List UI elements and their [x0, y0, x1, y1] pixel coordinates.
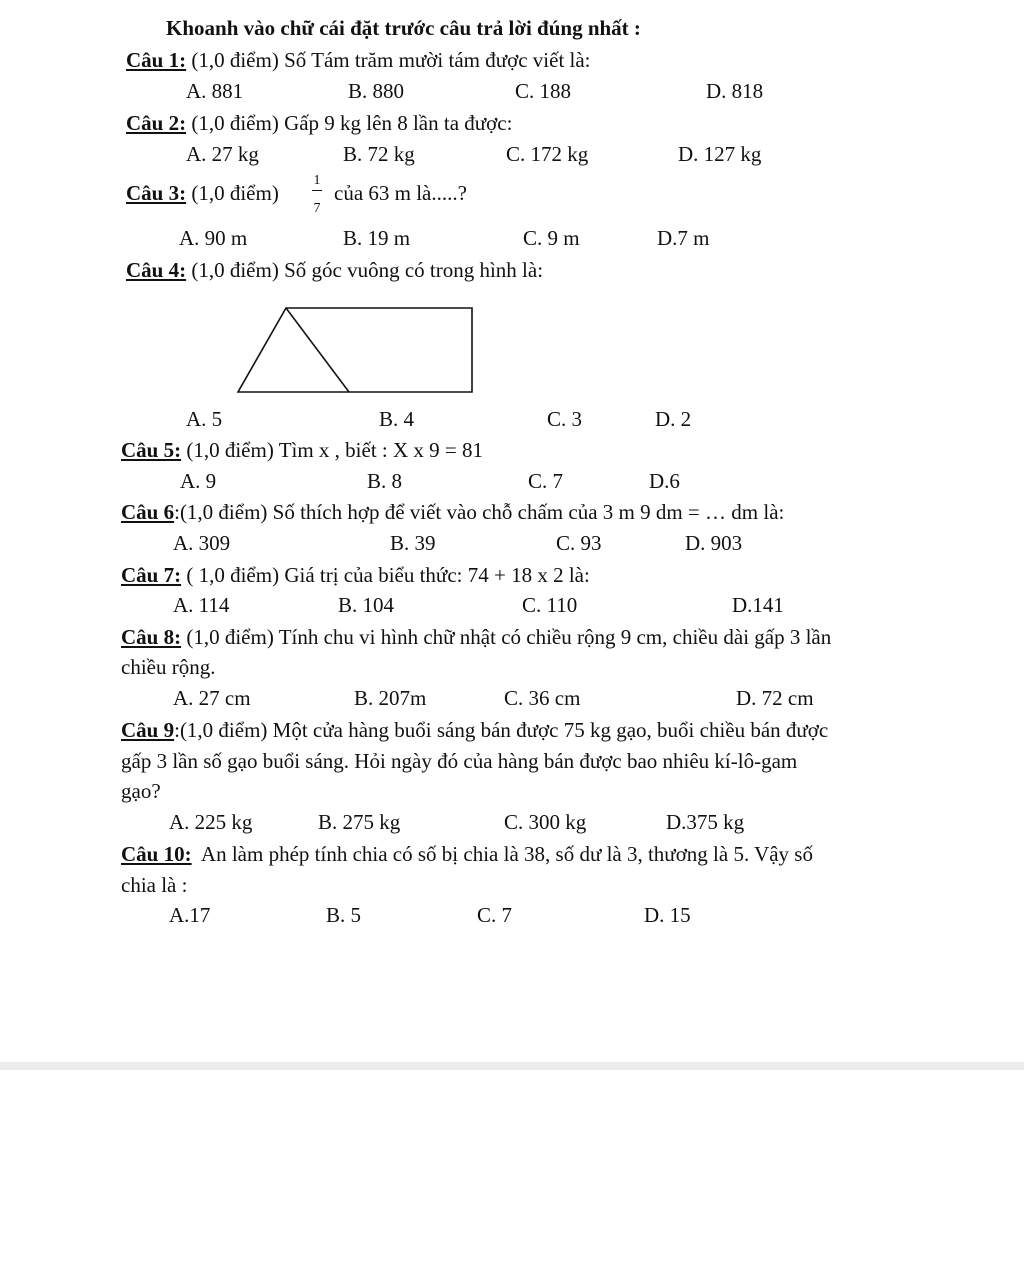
question-4 [126, 260, 543, 281]
option-a: A. 881 [186, 79, 244, 103]
option-b: B. 39 [390, 531, 436, 555]
question-8-continued: chiều rộng. [121, 655, 216, 679]
question-text: (1,0 điểm) Gấp 9 kg lên 8 lần ta được: [191, 111, 513, 135]
question-label: Câu 4: [126, 258, 187, 282]
option-c: C. 36 cm [504, 686, 581, 710]
option-b: B. 207m [354, 686, 427, 710]
option-d: D.375 kg [666, 810, 745, 834]
fraction-numerator: 1 [313, 173, 321, 188]
option-a: A. 27 cm [173, 686, 251, 710]
page-title: Khoanh vào chữ cái đặt trước câu trả lời đúng nhất : [166, 16, 641, 40]
question-6 [121, 502, 784, 523]
question-label: Câu 2: [126, 111, 187, 135]
option-c: C. 172 kg [506, 142, 589, 166]
option-d: D. 903 [685, 531, 743, 555]
question-text: An làm phép tính chia có số bị chia là 38, số dư là 3, thương là 5. Vậy số [191, 842, 813, 866]
question-10 [121, 844, 813, 865]
option-a: A. 114 [173, 593, 230, 617]
option-d: D. 15 [644, 903, 691, 927]
option-d: D. 127 kg [678, 142, 762, 166]
fraction-denominator: 7 [313, 201, 321, 216]
option-d: D. 72 cm [736, 686, 814, 710]
option-b: B. 104 [338, 593, 395, 617]
question-label: Câu 6 [121, 500, 175, 524]
question-text: :(1,0 điểm) Số thích hợp để viết vào chỗ chấm của 3 m 9 dm = … dm là: [174, 500, 785, 524]
question-label: Câu 10: [121, 842, 192, 866]
option-d: D.7 m [657, 226, 710, 250]
question-label: Câu 1: [126, 48, 187, 72]
question-7 [121, 565, 590, 586]
geometry-figure [236, 304, 478, 396]
option-a: A. 27 kg [186, 142, 259, 166]
diagonal-line [286, 308, 349, 392]
question-text: (1,0 điểm) Tìm x , biết : X x 9 = 81 [186, 438, 484, 462]
question-label: Câu 5: [121, 438, 182, 462]
question-text: (1,0 điểm) Số Tám trăm mười tám được viết là: [191, 48, 591, 72]
question-text: (1,0 điểm) Số góc vuông có trong hình là: [191, 258, 544, 282]
option-a: A.17 [169, 903, 211, 927]
option-c: C. 3 [547, 407, 583, 431]
option-c: C. 188 [515, 79, 572, 103]
option-b: B. 4 [379, 407, 415, 431]
quadrilateral-shape [238, 308, 472, 392]
question-5 [121, 440, 483, 461]
question-2 [126, 113, 512, 134]
question-label: Câu 7: [121, 563, 182, 587]
option-c: C. 110 [522, 593, 578, 617]
option-a: A. 5 [186, 407, 223, 431]
question-9-continued: gấp 3 lần số gạo buổi sáng. Hỏi ngày đó của hàng bán được bao nhiêu kí-lô-gam [121, 749, 798, 773]
option-b: B. 880 [348, 79, 405, 103]
option-a: A. 9 [180, 469, 217, 493]
question-text-after: của 63 m là.....? [334, 181, 467, 205]
option-d: D. 818 [706, 79, 764, 103]
option-d: D. 2 [655, 407, 692, 431]
question-text: :(1,0 điểm) Một cửa hàng buổi sáng bán được 75 kg gạo, buổi chiều bán được [174, 718, 829, 742]
fraction-bar [312, 190, 322, 191]
option-a: A. 225 kg [169, 810, 253, 834]
question-label: Câu 8: [121, 625, 182, 649]
option-b: B. 8 [367, 469, 403, 493]
option-d: D.6 [649, 469, 680, 493]
option-c: C. 93 [556, 531, 602, 555]
option-a: A. 309 [173, 531, 231, 555]
option-b: B. 275 kg [318, 810, 401, 834]
question-text: ( 1,0 điểm) Giá trị của biểu thức: 74 + 18 x 2 là: [186, 563, 590, 587]
question-9 [121, 720, 828, 741]
option-c: C. 7 [477, 903, 513, 927]
question-9-continued-2: gạo? [121, 779, 161, 803]
option-c: C. 300 kg [504, 810, 587, 834]
question-label: Câu 3: [126, 181, 187, 205]
option-c: C. 9 m [523, 226, 580, 250]
option-b: B. 72 kg [343, 142, 415, 166]
question-10-continued: chia là : [121, 873, 188, 897]
option-b: B. 5 [326, 903, 362, 927]
option-a: A. 90 m [179, 226, 248, 250]
page-divider [0, 1062, 1024, 1070]
option-c: C. 7 [528, 469, 564, 493]
question-text: (1,0 điểm) Tính chu vi hình chữ nhật có chiều rộng 9 cm, chiều dài gấp 3 lần [186, 625, 832, 649]
question-8 [121, 627, 831, 648]
question-text: (1,0 điểm) [191, 181, 279, 205]
question-3 [126, 183, 279, 204]
question-label: Câu 9 [121, 718, 175, 742]
option-d: D.141 [732, 593, 784, 617]
option-b: B. 19 m [343, 226, 411, 250]
question-1 [126, 50, 591, 71]
